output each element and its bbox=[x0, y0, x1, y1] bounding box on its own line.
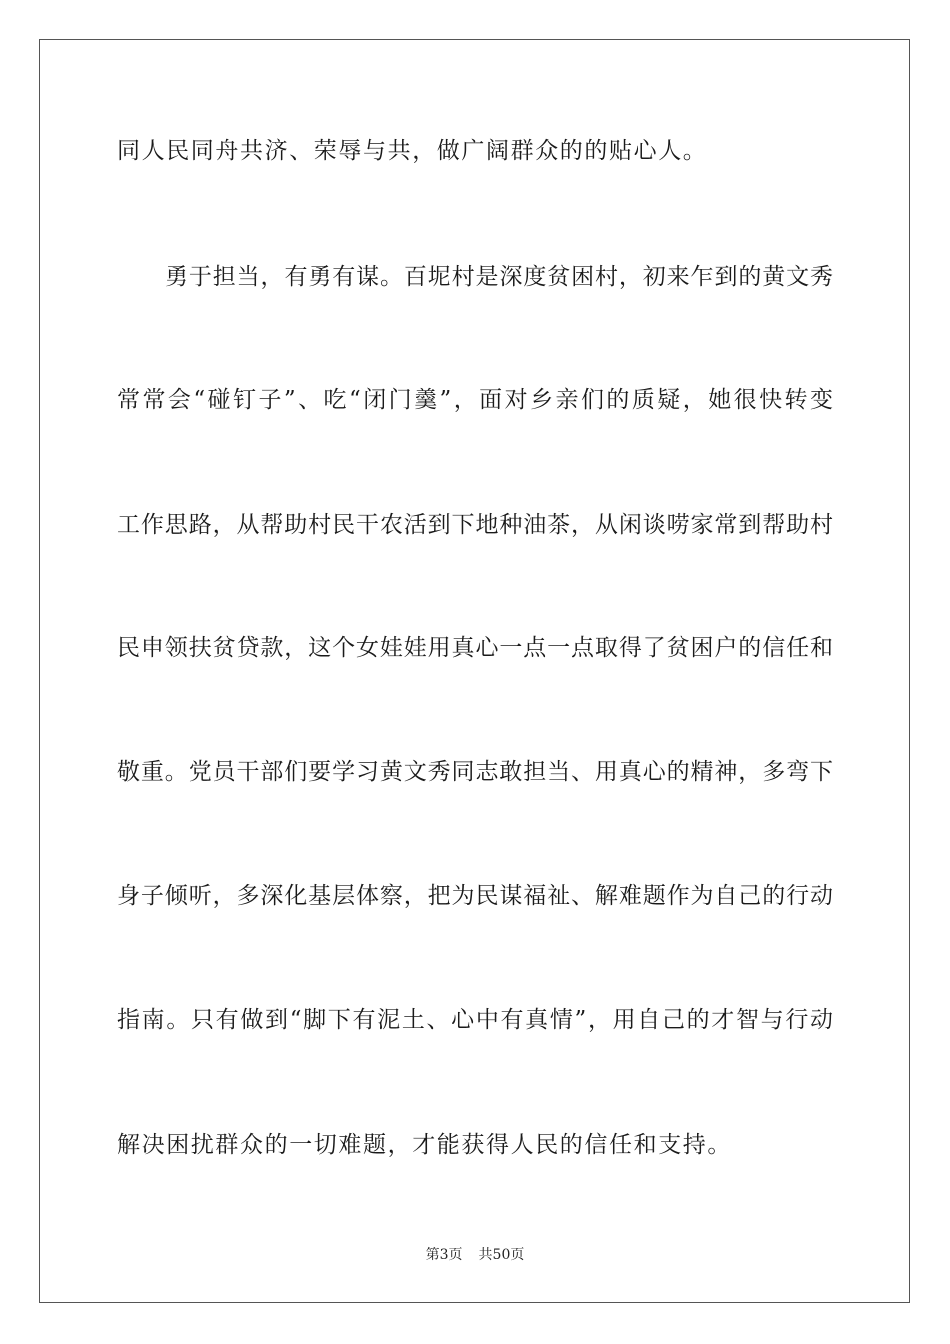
text-line-4: 工作思路，从帮助村民干农活到下地种油茶，从闲谈唠家常到帮助村 bbox=[117, 512, 833, 538]
page-border bbox=[39, 39, 910, 1303]
page-footer bbox=[0, 1246, 950, 1264]
text-line-6: 敬重。党员干部们要学习黄文秀同志敢担当、用真心的精神，多弯下 bbox=[117, 759, 833, 785]
page-total: 共50页 bbox=[478, 1247, 525, 1263]
text-line-1: 同人民同舟共济、荣辱与共，做广阔群众的的贴心人。 bbox=[117, 138, 708, 164]
text-line-9: 解决困扰群众的一切难题，才能获得人民的信任和支持。 bbox=[117, 1132, 732, 1158]
text-line-3: 常常会“碰钉子”、吃“闭门羹”，面对乡亲们的质疑，她很快转变 bbox=[117, 387, 833, 413]
text-line-7: 身子倾听，多深化基层体察，把为民谋福祉、解难题作为自己的行动 bbox=[117, 883, 833, 909]
text-line-2: 勇于担当，有勇有谋。百坭村是深度贫困村，初来乍到的黄文秀 bbox=[165, 264, 833, 290]
page-number: 第3页 bbox=[425, 1247, 463, 1263]
text-line-8: 指南。只有做到“脚下有泥土、心中有真情”，用自己的才智与行动 bbox=[117, 1007, 833, 1033]
text-line-5: 民申领扶贫贷款，这个女娃娃用真心一点一点取得了贫困户的信任和 bbox=[117, 635, 833, 661]
